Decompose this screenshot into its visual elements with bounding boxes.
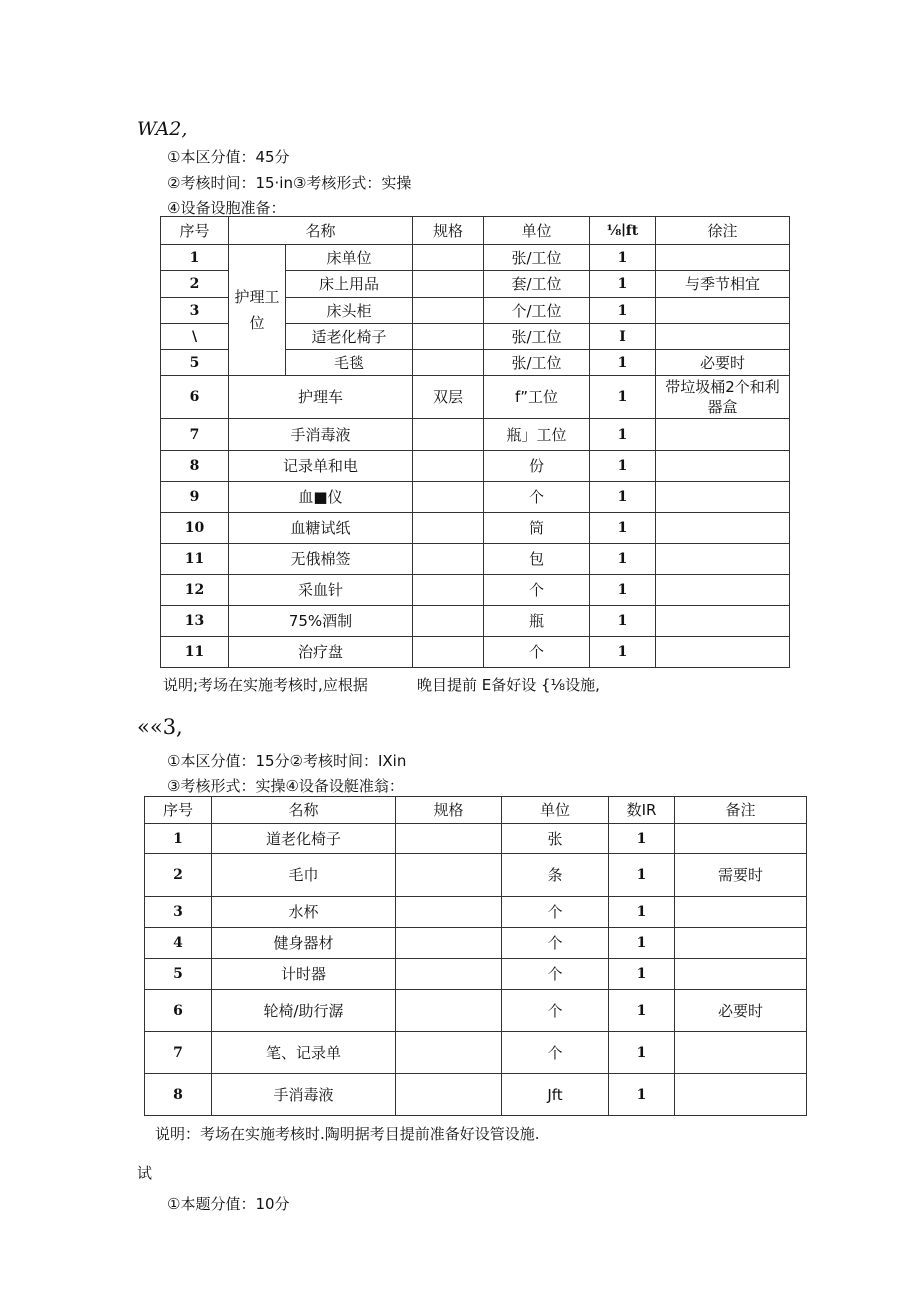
row-note xyxy=(656,482,790,513)
section3-heading: ««3, xyxy=(137,715,183,739)
row-note xyxy=(675,1032,807,1074)
row-note xyxy=(675,897,807,928)
row-qty: 1 xyxy=(590,451,656,482)
header-cell-qty: 数IR xyxy=(609,797,675,824)
row-qty: 1 xyxy=(590,350,656,376)
header-cell-qty: ⅛∣ft xyxy=(590,217,656,245)
row-unit: 张/工位 xyxy=(484,245,590,271)
row-unit: f”工位 xyxy=(484,376,590,419)
row-unit: 个 xyxy=(484,482,590,513)
row-qty: 1 xyxy=(590,245,656,271)
section4-heading: 试 xyxy=(137,1164,153,1182)
header-cell-note: 备注 xyxy=(675,797,807,824)
row-spec xyxy=(413,271,484,298)
row-name: 采血针 xyxy=(229,575,413,606)
row-unit: 条 xyxy=(502,854,609,897)
row-note xyxy=(656,606,790,637)
row-no: 5 xyxy=(145,959,212,990)
row-qty: 1 xyxy=(590,544,656,575)
row-qty: 1 xyxy=(590,298,656,324)
row-unit: 筒 xyxy=(484,513,590,544)
table-row xyxy=(145,854,807,897)
row-unit: 瓶 xyxy=(484,606,590,637)
row-qty: 1 xyxy=(590,419,656,451)
section2-footnote-right: 晚目提前 E备好设 {⅛设施, xyxy=(417,676,600,694)
table-row xyxy=(161,637,790,668)
row-qty: 1 xyxy=(590,482,656,513)
row-no: 7 xyxy=(145,1032,212,1074)
header-cell-name: 名称 xyxy=(229,217,413,245)
row-qty: 1 xyxy=(609,959,675,990)
row-no: 11 xyxy=(161,544,229,575)
row-no: 11 xyxy=(161,637,229,668)
row-name: 毛巾 xyxy=(212,854,396,897)
row-qty: 1 xyxy=(609,854,675,897)
row-unit: 个 xyxy=(484,575,590,606)
table-row xyxy=(145,990,807,1032)
row-no: 7 xyxy=(161,419,229,451)
row-spec xyxy=(413,324,484,350)
header-cell-no: 序号 xyxy=(145,797,212,824)
row-unit: 张/工位 xyxy=(484,350,590,376)
row-note xyxy=(656,298,790,324)
equipment-table-section3 xyxy=(144,796,807,1116)
row-spec xyxy=(413,298,484,324)
row-spec xyxy=(396,824,502,854)
row-no: 1 xyxy=(145,824,212,854)
table-row xyxy=(161,376,790,419)
table-header-row xyxy=(161,217,790,245)
row-note xyxy=(656,324,790,350)
row-note xyxy=(656,544,790,575)
row-unit: 个 xyxy=(502,1032,609,1074)
row-qty: 1 xyxy=(590,513,656,544)
row-spec xyxy=(413,245,484,271)
row-spec xyxy=(413,513,484,544)
row-no: 3 xyxy=(145,897,212,928)
row-unit: 瓶」工位 xyxy=(484,419,590,451)
row-note xyxy=(656,513,790,544)
row-name: 笔、记录单 xyxy=(212,1032,396,1074)
row-no: 8 xyxy=(145,1074,212,1116)
row-name: 75%酒制 xyxy=(229,606,413,637)
row-note: 必要时 xyxy=(656,350,790,376)
row-no: 2 xyxy=(161,271,229,298)
row-name: 床头柜 xyxy=(286,298,413,324)
row-note xyxy=(656,575,790,606)
section2-score-line: ①本区分值：45分 xyxy=(167,148,290,166)
table-row xyxy=(161,245,790,271)
table-row xyxy=(161,606,790,637)
equipment-table-section2 xyxy=(160,216,790,668)
section2-equip-line: ④设备设胞准备： xyxy=(167,199,286,217)
row-no: 2 xyxy=(145,854,212,897)
row-unit: Jft xyxy=(502,1074,609,1116)
row-qty: 1 xyxy=(590,575,656,606)
row-qty: 1 xyxy=(590,271,656,298)
row-name: 无俄棉签 xyxy=(229,544,413,575)
table-row xyxy=(161,482,790,513)
section3-footnote: 说明：考场在实施考核时.陶明据考目提前准备好设管设施. xyxy=(155,1125,540,1143)
row-unit: 个 xyxy=(502,928,609,959)
header-cell-name: 名称 xyxy=(212,797,396,824)
row-no: 3 xyxy=(161,298,229,324)
row-name: 健身器材 xyxy=(212,928,396,959)
row-qty: 1 xyxy=(609,990,675,1032)
row-no: 8 xyxy=(161,451,229,482)
row-no: 1 xyxy=(161,245,229,271)
row-no: \ xyxy=(161,324,229,350)
table-row xyxy=(145,959,807,990)
section4-score-line: ①本题分值：10分 xyxy=(167,1195,290,1213)
row-unit: 个 xyxy=(484,637,590,668)
row-no: 10 xyxy=(161,513,229,544)
row-no: 6 xyxy=(161,376,229,419)
row-note xyxy=(656,637,790,668)
row-spec xyxy=(413,606,484,637)
row-unit: 张/工位 xyxy=(484,324,590,350)
row-note: 带垃圾桶2个和利器盒 xyxy=(656,376,790,419)
row-spec xyxy=(413,575,484,606)
section2-time-line: ②考核时间：15·in③考核形式：实操 xyxy=(167,174,412,192)
row-spec xyxy=(396,1032,502,1074)
row-spec xyxy=(413,482,484,513)
row-note: 必要时 xyxy=(675,990,807,1032)
header-cell-note: 徐注 xyxy=(656,217,790,245)
row-spec xyxy=(396,897,502,928)
row-unit: 张 xyxy=(502,824,609,854)
row-no: 5 xyxy=(161,350,229,376)
row-qty: 1 xyxy=(609,928,675,959)
row-no: 13 xyxy=(161,606,229,637)
row-unit: 套/工位 xyxy=(484,271,590,298)
table-row xyxy=(161,451,790,482)
row-unit: 个 xyxy=(502,990,609,1032)
row-qty: 1 xyxy=(590,376,656,419)
row-name: 计时器 xyxy=(212,959,396,990)
row-name: 记录单和电 xyxy=(229,451,413,482)
row-name: 床单位 xyxy=(286,245,413,271)
table-row xyxy=(161,544,790,575)
row-note xyxy=(675,928,807,959)
section2-heading: WA2, xyxy=(137,118,188,140)
row-qty: 1 xyxy=(590,637,656,668)
row-unit: 份 xyxy=(484,451,590,482)
row-spec: 双层 xyxy=(413,376,484,419)
row-note: 需要时 xyxy=(675,854,807,897)
row-spec xyxy=(413,637,484,668)
section2-footnote-left: 说明;考场在实施考核时,应根据 xyxy=(163,676,368,694)
row-spec xyxy=(413,350,484,376)
row-note xyxy=(656,419,790,451)
row-unit: 包 xyxy=(484,544,590,575)
header-cell-unit: 单位 xyxy=(502,797,609,824)
row-name: 轮椅/助行潺 xyxy=(212,990,396,1032)
row-unit: 个 xyxy=(502,897,609,928)
row-name: 治疗盘 xyxy=(229,637,413,668)
table-row xyxy=(145,1032,807,1074)
row-spec xyxy=(396,854,502,897)
table-row xyxy=(145,928,807,959)
row-spec xyxy=(396,928,502,959)
table-row xyxy=(161,513,790,544)
table-row xyxy=(145,897,807,928)
row-qty: 1 xyxy=(609,897,675,928)
section3-line2: ③考核形式：实操④设备设艇准翁： xyxy=(167,777,404,795)
row-note xyxy=(656,245,790,271)
header-cell-no: 序号 xyxy=(161,217,229,245)
header-cell-spec: 规格 xyxy=(413,217,484,245)
row-spec xyxy=(413,544,484,575)
row-note xyxy=(656,451,790,482)
table-row xyxy=(145,824,807,854)
row-spec xyxy=(396,959,502,990)
table-row xyxy=(161,419,790,451)
section3-line1: ①本区分值：15分②考核时间：IXin xyxy=(167,752,407,770)
row-no: 12 xyxy=(161,575,229,606)
row-name: 床上用品 xyxy=(286,271,413,298)
row-spec xyxy=(413,451,484,482)
row-name: 水杯 xyxy=(212,897,396,928)
group-label-nursing-station: 护理工位 xyxy=(229,245,286,376)
header-cell-spec: 规格 xyxy=(396,797,502,824)
row-note xyxy=(675,824,807,854)
row-name: 手消毒液 xyxy=(229,419,413,451)
row-name: 道老化椅子 xyxy=(212,824,396,854)
row-no: 6 xyxy=(145,990,212,1032)
row-qty: 1 xyxy=(609,1032,675,1074)
row-no: 9 xyxy=(161,482,229,513)
row-spec xyxy=(396,990,502,1032)
row-name: 血糖试纸 xyxy=(229,513,413,544)
row-spec xyxy=(396,1074,502,1116)
table-row xyxy=(161,575,790,606)
header-cell-unit: 单位 xyxy=(484,217,590,245)
row-spec xyxy=(413,419,484,451)
row-qty: 1 xyxy=(590,606,656,637)
row-name: 血■仪 xyxy=(229,482,413,513)
row-unit: 个/工位 xyxy=(484,298,590,324)
row-note xyxy=(675,1074,807,1116)
table-row xyxy=(145,1074,807,1116)
table-header-row xyxy=(145,797,807,824)
row-name: 毛毯 xyxy=(286,350,413,376)
row-name: 护理车 xyxy=(229,376,413,419)
row-qty: 1 xyxy=(609,824,675,854)
row-note xyxy=(675,959,807,990)
row-qty: I xyxy=(590,324,656,350)
row-no: 4 xyxy=(145,928,212,959)
row-qty: 1 xyxy=(609,1074,675,1116)
row-name: 手消毒液 xyxy=(212,1074,396,1116)
row-name: 适老化椅子 xyxy=(286,324,413,350)
row-note: 与季节相宜 xyxy=(656,271,790,298)
row-unit: 个 xyxy=(502,959,609,990)
